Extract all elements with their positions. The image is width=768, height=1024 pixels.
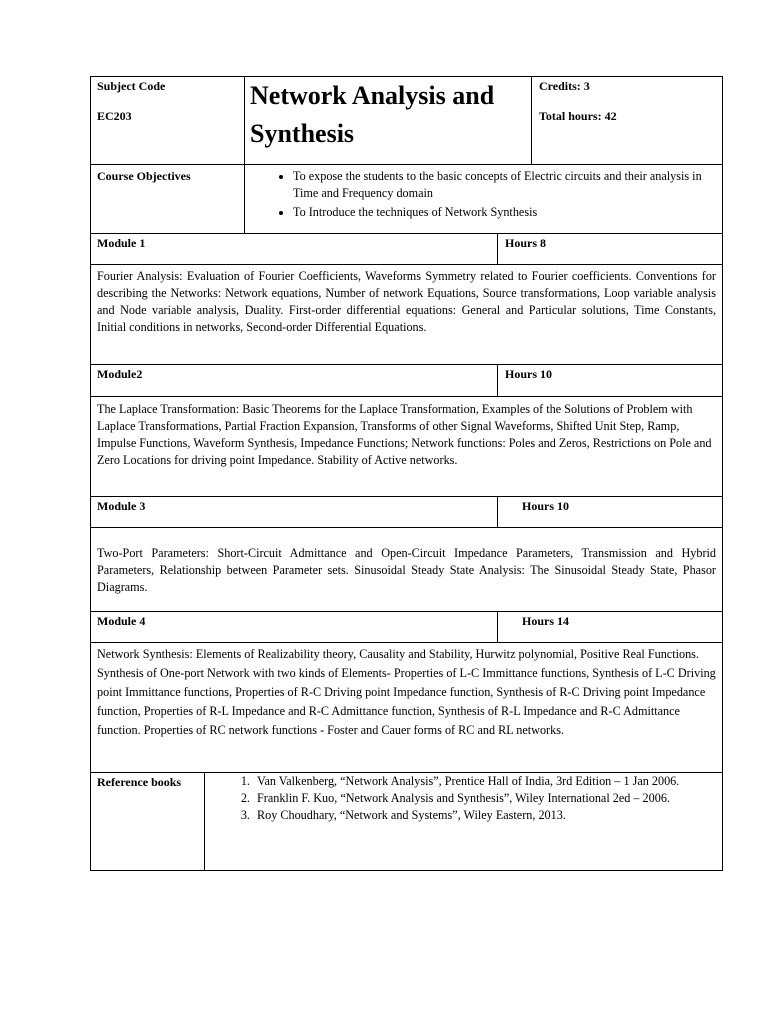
module-2-title: Module2 [91, 365, 498, 396]
subject-code-cell [91, 77, 245, 164]
module-3-header [90, 497, 723, 528]
module-4-body [90, 643, 723, 773]
references-list-cell [205, 773, 722, 870]
credits: Credits: 3 [539, 79, 590, 93]
module-4-hours: Hours 14 [522, 614, 570, 628]
subject-code: EC203 [97, 109, 132, 123]
objectives-label: Course Objectives [97, 169, 191, 183]
reference-item: 3. Roy Choudhary, “Network and Systems”, Wiley Eastern, 2013. [253, 807, 718, 824]
module-3-content: Two-Port Parameters: Short-Circuit Admittance and Open-Circuit Impedance Parameters, Transmission and Hybrid Parameters, Relationship between Parameter sets. Sinusoidal Steady State Analysis: The Sinusoidal Steady State, Phasor Diagrams. [97, 546, 716, 594]
credits-cell [532, 77, 722, 164]
module-4-title: Module 4 [91, 612, 498, 642]
syllabus-document [90, 76, 723, 871]
objective-item: • To Introduce the techniques of Network Synthesis [293, 204, 718, 221]
module-1-header [90, 234, 723, 265]
title-cell [245, 77, 532, 164]
objectives-label-cell [91, 165, 245, 233]
module-3-title: Module 3 [91, 497, 498, 527]
subject-code-label: Subject Code [97, 79, 166, 93]
module-2-body [90, 397, 723, 497]
total-hours: Total hours: 42 [539, 109, 617, 123]
reference-item: 2. Franklin F. Kuo, “Network Analysis and Synthesis”, Wiley International 2ed – 2006. [253, 790, 718, 807]
objective-item: • To expose the students to the basic concepts of Electric circuits and their analysis in Time and Frequency domain [293, 168, 718, 202]
module-1-title: Module 1 [91, 234, 498, 264]
objectives-row [90, 165, 723, 234]
references-label: Reference books [97, 775, 182, 789]
references-row [90, 773, 723, 871]
module-2-header [90, 365, 723, 397]
objectives-list-cell [245, 165, 722, 233]
course-title: Network Analysis and Synthesis [250, 81, 495, 148]
module-2-content: The Laplace Transformation: Basic Theorems for the Laplace Transformation, Examples of the Solutions of Problem with Laplace Transformations, Partial Fraction Expansion, Transforms of other Signal Waveforms, Shifted Unit Step, Ramp, Impulse Functions, Waveform Synthesis, Impedance Functions; Network functions: Poles and Zeros, Restrictions on Pole and Zero Locations for driving point Impedance. Stability of Active networks. [97, 402, 712, 467]
module-3-hours: Hours 10 [522, 499, 570, 513]
references-list [205, 773, 718, 824]
module-2-hours: Hours 10 [505, 367, 553, 381]
module-1-body [90, 265, 723, 365]
module-4-content: Network Synthesis: Elements of Realizability theory, Causality and Stability, Hurwitz polynomial, Positive Real Functions. Synthesis of One-port Network with two kinds of Elements- Properties of L-C Immittance functions, Synthesis of L-C Driving point Immittance functions, Properties of R-C Driving point Impedance function, Synthesis of R-C Driving point Impedance function, Properties of R-L Impedance and R-C Admittance function, Synthesis of R-L Impedance and R-C Admittance function. Properties of RC network functions - Foster and Cauer forms of RC and RL networks. [97, 647, 716, 737]
header-row [90, 76, 723, 165]
module-1-hours: Hours 8 [505, 236, 547, 250]
module-4-header [90, 612, 723, 643]
reference-item: 1. Van Valkenberg, “Network Analysis”, Prentice Hall of India, 3rd Edition – 1 Jan 2006. [253, 773, 718, 790]
module-1-content: Fourier Analysis: Evaluation of Fourier Coefficients, Waveforms Symmetry related to Fourier coefficients. Conventions for describing the Networks: Network equations, Number of network Equations, Source transformations, Loop variable analysis and Node variable analysis, Duality. First-order differential equations: General and Particular solutions, Time Constants, Initial conditions in networks, Second-order Differential Equations. [97, 269, 716, 334]
module-3-body [90, 528, 723, 612]
objectives-list [245, 168, 718, 221]
references-label-cell [91, 773, 205, 870]
